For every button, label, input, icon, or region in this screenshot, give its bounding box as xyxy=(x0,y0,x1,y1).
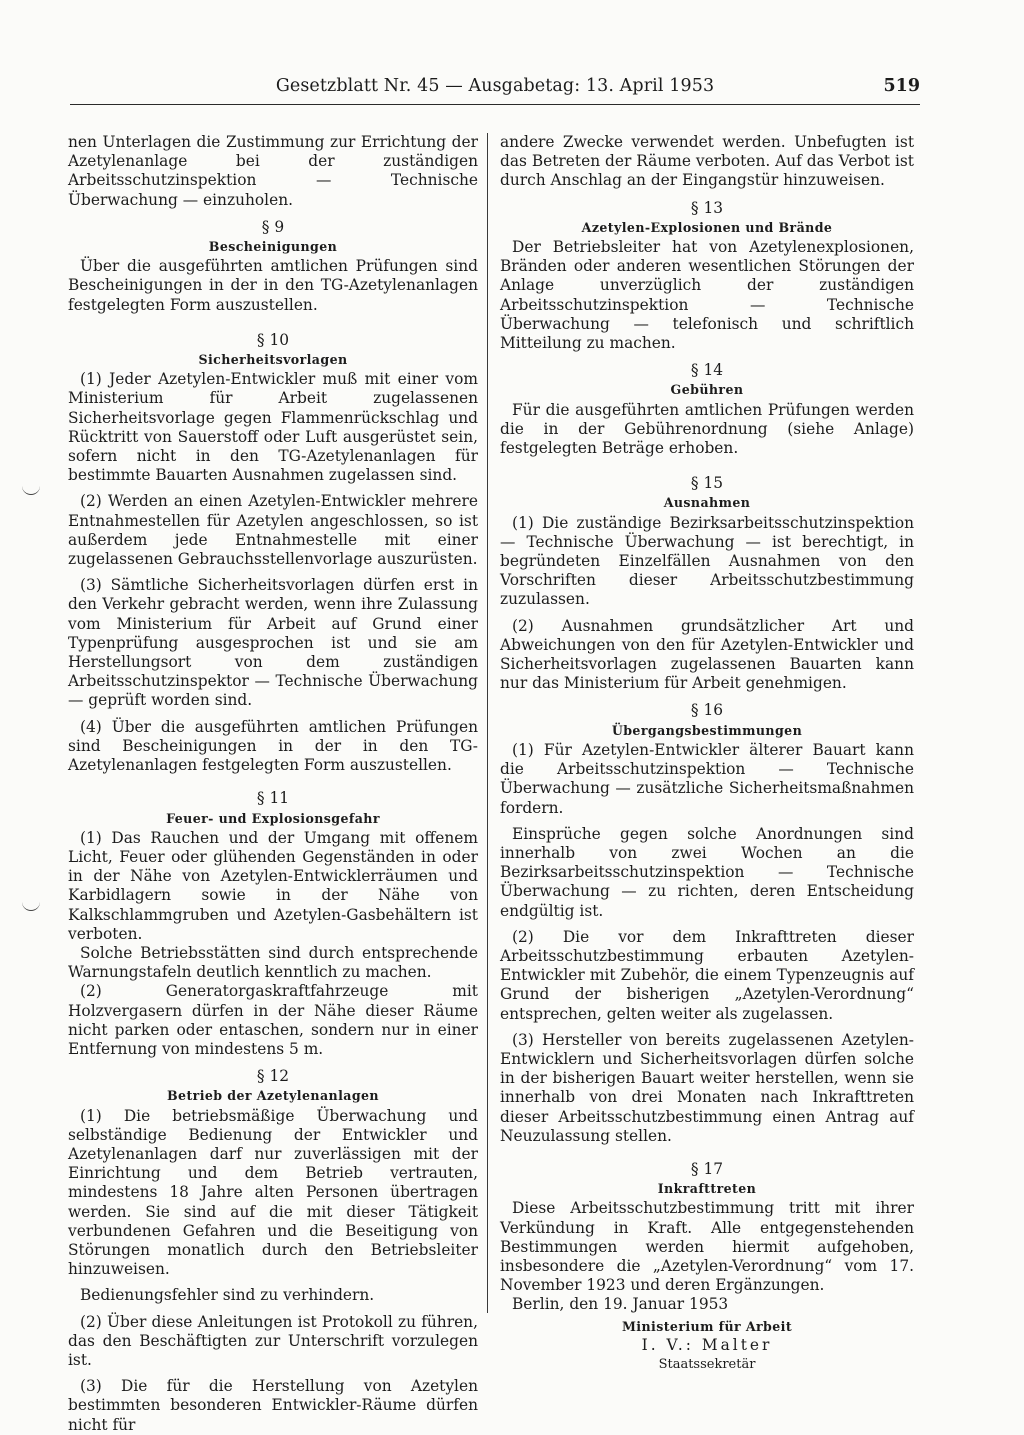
section-12-paragraph-2: Bedienungsfehler sind zu verhindern. xyxy=(80,1286,375,1305)
date-line: Berlin, den 19. Januar 1953 xyxy=(512,1295,729,1314)
section-16-paragraph-4: (3) Hersteller von bereits zugelassenen Azetylen-Entwicklern und Sicherheitsvorlagen dürfen solche in der bisherigen Bauart weiter herstellen, wenn sie innerhalb von drei Monaten nach Inkrafttreten dieser Arbeitsschutzbestimmung einen Antrag auf Neuzulassung stellen. xyxy=(500,1030,914,1145)
header-title: Gesetzblatt Nr. 45 — Ausgabetag: 13. April 1953 xyxy=(275,76,715,96)
section-17-number: § 17 xyxy=(690,1159,724,1178)
section-16-paragraph-3: (2) Die vor dem Inkrafttreten dieser Arbeitsschutzbestimmung erbauten Azetylen-Entwickler mit Zubehör, die einem Typenzeugnis auf Grund der bisherigen „Azetylen-Verordnung“ entsprechen, gelten weiter als zugelassen. xyxy=(500,927,914,1023)
section-9-title: Bescheinigungen xyxy=(208,239,338,255)
section-16-paragraph-1: (1) Für Azetylen-Entwickler älterer Bauart kann die Arbeitsschutzinspektion — Technische Überwachung — zusätzliche Sicherheitsmaßnahmen fordern. xyxy=(500,740,914,817)
section-12-title: Betrieb der Azetylenanlagen xyxy=(167,1088,379,1104)
section-10-number: § 10 xyxy=(256,330,290,349)
section-14-paragraph: Für die ausgeführten amtlichen Prüfungen werden die in der Gebührenordnung (siehe Anlage) festgelegten Beträge erhoben. xyxy=(500,400,914,458)
section-15-paragraph-2: (2) Ausnahmen grundsätzlicher Art und Abweichungen von den für Azetylen-Entwickler und Sicherheitsvorlagen zugelassenen Bauarten kann nur das Ministerium für Arbeit genehmigen. xyxy=(500,616,914,693)
section-17-title: Inkrafttreten xyxy=(657,1181,757,1197)
signature-name: I. V.: Malter xyxy=(641,1335,773,1354)
section-11-number: § 11 xyxy=(256,789,290,808)
section-15-number: § 15 xyxy=(690,474,724,493)
signature-role: Staatssekretär xyxy=(658,1356,756,1372)
section-11-paragraph-2: Solche Betriebsstätten sind durch entsprechende Warnungstafeln deutlich kenntlich zu machen. xyxy=(68,943,478,982)
left-column xyxy=(68,133,478,1435)
section-9-number: § 9 xyxy=(261,217,285,236)
section-12-paragraph-1: (1) Die betriebsmäßige Überwachung und selbständige Bedienung der Entwickler und Azetylenanlagen darf nur zuverlässigen mit der Einrichtung und dem Betrieb vertrauten, mindestens 18 Jahre alten Personen übertragen werden. Sie sind auf die mit dieser Tätigkeit verbundenen Gefahren und die Beseitigung von Störungen monatlich durch den Betriebsleiter hinzuweisen. xyxy=(68,1106,478,1279)
column-divider xyxy=(487,133,488,1313)
section-17-paragraph: Diese Arbeitsschutzbestimmung tritt mit ihrer Verkündung in Kraft. Alle entgegenstehenden Bestimmungen werden hiermit aufgehoben, insbesondere die „Azetylen-Verordnung“ vom 17. November 1923 und deren Ergänzungen. xyxy=(500,1199,914,1295)
section-16-paragraph-2: Einsprüche gegen solche Anordnungen sind innerhalb von zwei Wochen an die Bezirksarbeitsschutzinspektion — Technische Überwachung — zu richten, deren Entscheidung endgültig ist. xyxy=(500,824,914,920)
section-13-paragraph: Der Betriebsleiter hat von Azetylenexplosionen, Bränden oder anderen wesentlichen Störungen der Anlage unverzüglich der zuständigen Arbeitsschutzinspektion — Technische Überwachung — telefonisch und schriftlich Mitteilung zu machen. xyxy=(500,238,914,353)
margin-mark xyxy=(22,486,40,495)
section-10-paragraph-4: (4) Über die ausgeführten amtlichen Prüfungen sind Bescheinigungen in der in den TG-Azetylenanlagen festgelegten Form auszustellen. xyxy=(68,717,478,775)
section-15-title: Ausnahmen xyxy=(663,495,751,511)
paragraph-continuation: andere Zwecke verwendet werden. Unbefugten ist das Betreten der Räume verboten. Auf das Verbot ist durch Anschlag an der Eingangstür hinzuweisen. xyxy=(500,133,914,190)
page-number: 519 xyxy=(883,76,920,96)
header-rule xyxy=(70,104,920,105)
section-15-paragraph-1: (1) Die zuständige Bezirksarbeitsschutzinspektion — Technische Überwachung — ist berechtigt, in begründeten Einzelfällen Ausnahmen von den Vorschriften dieser Arbeitsschutzbestimmung zuzulassen. xyxy=(500,513,914,609)
section-11-paragraph-3: (2) Generatorgaskraftfahrzeuge mit Holzvergasern dürfen in der Nähe dieser Räume nicht parken oder entaschen, sondern nur in einer Entfernung von mindestens 5 m. xyxy=(68,982,478,1058)
margin-mark xyxy=(22,902,40,911)
page-header xyxy=(70,76,920,102)
section-10-paragraph-1: (1) Jeder Azetylen-Entwickler muß mit einer vom Ministerium für Arbeit zugelassenen Sicherheitsvorlage gegen Flammenrückschlag und Rücktritt von Sauerstoff oder Luft ausgerüstet sein, sofern nicht in den TG-Azetylenanlagen für bestimmte Bauarten Ausnahmen zugelassen sind. xyxy=(68,370,478,485)
section-12-number: § 12 xyxy=(256,1067,290,1086)
section-16-title: Übergangsbestimmungen xyxy=(611,722,803,738)
section-12-paragraph-4: (3) Die für die Herstellung von Azetylen bestimmten besonderen Entwickler-Räume dürfen nicht für xyxy=(68,1377,478,1434)
section-10-title: Sicherheitsvorlagen xyxy=(198,352,348,368)
section-12-paragraph-3: (2) Über diese Anleitungen ist Protokoll zu führen, das den Beschäftigten zur Unterschrift vorzulegen ist. xyxy=(68,1312,478,1369)
section-14-number: § 14 xyxy=(690,361,724,380)
section-13-title: Azetylen-Explosionen und Brände xyxy=(581,219,833,235)
signature-organization: Ministerium für Arbeit xyxy=(621,1318,793,1334)
paragraph-intro: nen Unterlagen die Zustimmung zur Errichtung der Azetylenanlage bei der zuständigen Arbeitsschutzinspektion — Technische Überwachung — einzuholen. xyxy=(68,133,478,209)
section-11-paragraph-1: (1) Das Rauchen und der Umgang mit offenem Licht, Feuer oder glühenden Gegenständen in oder in der Nähe von Azetylen-Entwicklerräumen und Karbidlagern sowie in der Nähe von Kalkschlammgruben und Azetylen-Gasbehältern ist verboten. xyxy=(68,828,478,943)
section-13-number: § 13 xyxy=(690,198,724,217)
section-14-title: Gebühren xyxy=(670,382,744,398)
section-10-paragraph-3: (3) Sämtliche Sicherheitsvorlagen dürfen erst in den Verkehr gebracht werden, wenn ihre Zulassung vom Ministerium für Arbeit auf Grund einer Typenprüfung ausgesprochen ist und sie am Herstellungsort von dem zuständigen Arbeitsschutzinspektor — Technische Überwachung — geprüft worden sind. xyxy=(68,576,478,710)
section-10-paragraph-2: (2) Werden an einen Azetylen-Entwickler mehrere Entnahmestellen für Azetylen angeschlossen, so ist außerdem jede Entnahmestelle mit einer zugelassenen Gebrauchsstellenvorlage auszurüsten. xyxy=(68,492,478,569)
section-11-title: Feuer- und Explosionsgefahr xyxy=(166,810,380,826)
right-column xyxy=(500,133,914,1374)
section-16-number: § 16 xyxy=(690,701,724,720)
section-9-paragraph: Über die ausgeführten amtlichen Prüfungen sind Bescheinigungen in der in den TG-Azetylenanlagen festgelegten Form auszustellen. xyxy=(68,257,478,314)
